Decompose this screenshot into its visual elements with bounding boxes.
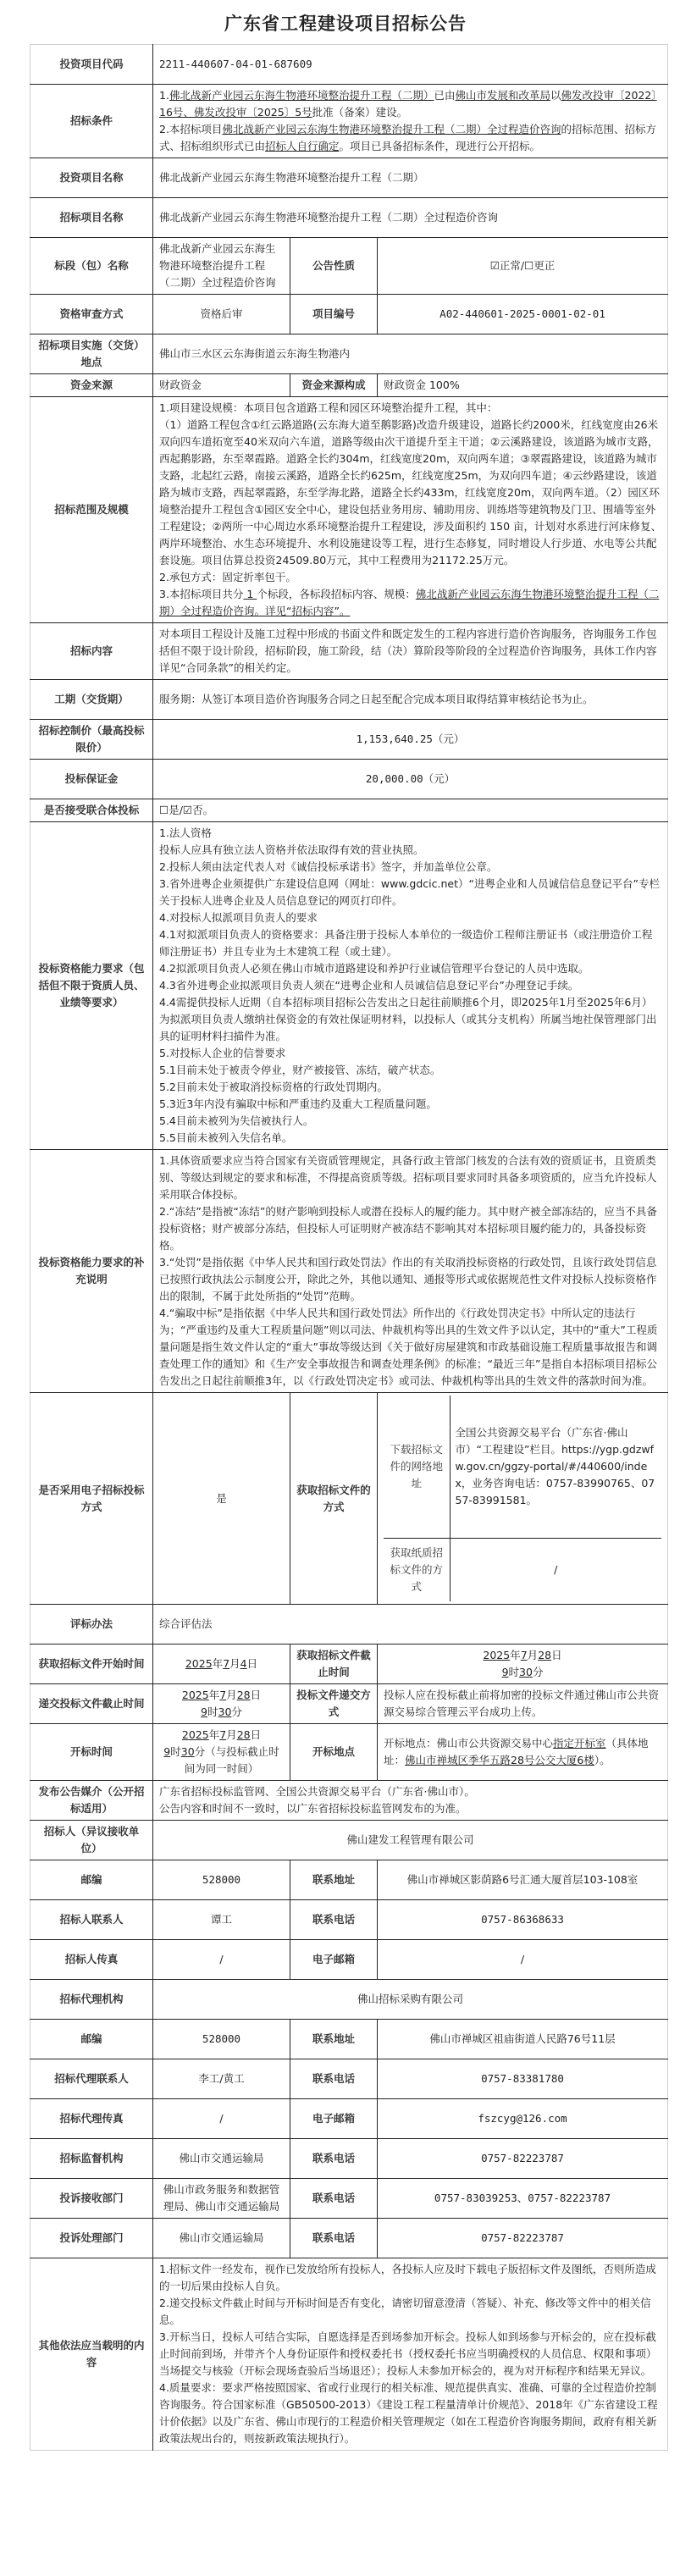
doc-end-minute: 30	[519, 1666, 533, 1678]
row-control-price	[30, 720, 668, 760]
agency-postal-label: 邮编	[30, 2020, 153, 2059]
requirements-value	[153, 822, 668, 1150]
complaint-handle-phone-label: 联系电话	[290, 2219, 378, 2258]
agency-phone-value: 0757-83381780	[378, 2059, 668, 2099]
section-value: 佛北战新产业园云东海生物港环境整治提升工程（二期）全过程造价咨询	[153, 238, 290, 295]
location-label: 招标项目实施（交货）地点	[30, 334, 153, 374]
deposit-label: 投标保证金	[30, 760, 153, 799]
other-item: 3.开标当日，投标人可结合实际，自愿选择是否到场参加开标会。投标人如到场参与开标会的，应在投标截止时间前到场，并带齐个人身份证原件和授权委托书（授权委托书应当明确授权的人员信息、权限和事项）当场提交与核验（开标会现场查验后当场退还）；投标人未参加开标会的，视为对开标程序和结果无异议。	[159, 2330, 657, 2377]
content-value: 对本项目工程设计及施工过程中形成的书面文件和既定发生的工程内容进行造价咨询服务，咨询服务工作包括但不限于设计阶段，招标阶段，施工阶段，结（决）算阶段等阶段的全过程造价咨询服务，具体工作内容详见“合同条款”的相关约定。	[153, 623, 668, 680]
media-line-1: 广东省招标投标监管网、全国公共资源交易平台（广东省·佛山市）。	[159, 1785, 475, 1798]
row-investment-name	[30, 158, 668, 198]
row-location	[30, 334, 668, 374]
requirement-item: 5.5目前未被列入失信名单。	[159, 1131, 293, 1144]
supervisor-value: 佛山市交通运输局	[153, 2139, 290, 2179]
notice-nature-value: ☑正常/☐更正	[378, 238, 668, 295]
opening-note: （与投标截止时间为同一时间）	[184, 1745, 279, 1775]
conditions-p2-mid: 的招标范围、招标方式、招标组织形式已由	[159, 123, 656, 152]
tenderer-fax-label: 招标人传真	[30, 1940, 153, 1980]
consortium-value: ☐是/☑否。	[153, 799, 668, 822]
complaint-receive-value: 佛山市政务服务和数据管理局、佛山市交通运输局	[153, 2179, 290, 2219]
supplement-item: 1.具体资质要求应当符合国家有关资质管理规定，具备行政主管部门核发的合法有效的资质证书，且资质类别、等级达到规定的要求和标准，不得提高资质等级。招标项目要求同时具备多项资质的，应当允许投标人采用联合体投标。	[159, 1154, 657, 1201]
agency-fax-value: /	[153, 2099, 290, 2139]
requirement-item: 5.1目前未处于被责令停业，财产被接管、冻结，破产状态。	[159, 1064, 441, 1076]
tender-name-label: 招标项目名称	[30, 198, 153, 238]
other-value	[153, 2258, 668, 2451]
tenderer-email-label: 电子邮箱	[290, 1940, 378, 1980]
supervisor-phone-label: 联系电话	[290, 2139, 378, 2179]
tenderer-fax-value: /	[153, 1940, 290, 1980]
evaluation-value: 综合评估法	[153, 1605, 668, 1645]
requirement-item: 4.4需提供投标人近期（自本招标项目招标公告发出之日起往前顺推6个月，即2025年1月至2025年6月）为拟派项目负责人缴纳社保资金的有效社保证明材料，以投标人（或其分支机构）所属当地社保管理部门出具的证明材料扫描件为准。	[159, 996, 657, 1042]
submit-year: 2025	[181, 1689, 209, 1701]
opening-place-address: 佛山市禅城区季华五路28号公交大厦6楼	[405, 1754, 594, 1766]
row-tenderer-contact	[30, 1900, 668, 1940]
doc-end-value: 2025年7月28日 9时30分	[378, 1645, 668, 1684]
submit-value: 2025年7月28日 9时30分	[153, 1684, 290, 1724]
complaint-handle-value: 佛山市交通运输局	[153, 2219, 290, 2258]
supervisor-label: 招标监督机构	[30, 2139, 153, 2179]
requirements-label: 投标资格能力要求（包括但不限于资质人员、业绩等要求）	[30, 822, 153, 1150]
conditions-p1-authority: 佛山市发展和改革局	[455, 89, 550, 102]
agency-address-label: 联系地址	[290, 2020, 378, 2059]
submit-hour: 9	[201, 1705, 207, 1718]
requirement-item: 5.对投标人企业的信誉要求	[159, 1047, 286, 1059]
opening-place-value	[378, 1724, 668, 1781]
tenderer-value: 佛山建发工程管理有限公司	[153, 1821, 668, 1860]
investment-name-label: 投资项目名称	[30, 158, 153, 198]
paper-method-value: /	[450, 1539, 661, 1602]
agency-email-value[interactable]: fszcyg@126.com	[378, 2099, 668, 2139]
row-tenderer-postal	[30, 1860, 668, 1900]
download-address-link[interactable]: 全国公共资源交易平台（广东省·佛山市）“工程建设”栏目。https://ygp.gdzwfw.gov.cn/ggzy-portal/#/440600/index，业务咨询电话：0757-83990765、0757-83991581。	[455, 1426, 655, 1506]
opening-place-suffix: ）。	[594, 1754, 611, 1766]
row-other	[30, 2258, 668, 2451]
tenderer-phone-label: 联系电话	[290, 1900, 378, 1940]
funding-label: 资金来源	[30, 374, 153, 397]
doc-start-label: 获取招标文件开始时间	[30, 1645, 153, 1684]
row-doc-time	[30, 1645, 668, 1684]
qualification-value: 资格后审	[153, 295, 290, 334]
agency-contact-value: 李工/黄工	[153, 2059, 290, 2099]
opening-place-label: 开标地点	[290, 1724, 378, 1781]
requirement-item: 1.法人资格	[159, 826, 212, 839]
doc-start-value: 2025年7月4日	[153, 1645, 290, 1684]
evaluation-label: 评标办法	[30, 1605, 153, 1645]
section-label: 标段（包）名称	[30, 238, 153, 295]
paper-method-label: 获取纸质招标文件的方式	[390, 1546, 443, 1593]
requirement-item: 2.投标人须由法定代表人对《诚信投标承诺书》签字，并加盖单位公章。	[159, 860, 498, 873]
complaint-handle-label: 投诉处理部门	[30, 2219, 153, 2258]
submit-day: 28	[236, 1689, 251, 1701]
notice-nature-label: 公告性质	[290, 238, 378, 295]
row-qualification	[30, 295, 668, 334]
requirement-item: 5.4目前未被列为失信被执行人。	[159, 1114, 314, 1127]
opening-label: 开标时间	[30, 1724, 153, 1781]
doc-start-day: 4	[240, 1657, 247, 1670]
requirement-item: 投标人应具有独立法人资格并依法取得有效的营业执照。	[159, 843, 424, 856]
content-label: 招标内容	[30, 623, 153, 680]
opening-place-prefix: 开标地点：佛山市公共资源交易中心	[384, 1737, 554, 1750]
row-consortium	[30, 799, 668, 822]
doc-end-label: 获取招标文件截止时间	[290, 1645, 378, 1684]
complaint-receive-phone-label: 联系电话	[290, 2179, 378, 2219]
other-item: 4.质量要求：要求严格按照国家、省或行业现行的相关标准、规范提供真实、准确、可靠的全过程造价控制咨询服务。符合国家标准（GB50500-2013）《建设工程工程量清单计价规范》、2018年《广东省建设工程计价依据》以及广东省、佛山市现行的工程造价相关管理规定（如在工程造价咨询服务期间，政府有相关新政策法规出台的，则按新政策法规执行）。	[159, 2381, 658, 2445]
agency-postal-value: 528000	[153, 2020, 290, 2059]
download-row	[384, 1396, 661, 1539]
tenderer-contact-label: 招标人联系人	[30, 1900, 153, 1940]
row-evaluation	[30, 1605, 668, 1645]
submit-minute: 30	[218, 1705, 232, 1718]
submit-method-value: 投标人应在投标截止前将加密的投标文件通过佛山市公共资源交易综合管理云平台成功上传。	[378, 1684, 668, 1724]
row-complaint-receive	[30, 2179, 668, 2219]
scope-paragraph: 2.承包方式：固定折率包干。	[159, 571, 296, 583]
requirement-item: 5.2目前未处于被取消投标资格的行政处罚期内。	[159, 1081, 388, 1093]
complaint-receive-phone-value: 0757-83039253、0757-82223787	[378, 2179, 668, 2219]
row-submit	[30, 1684, 668, 1724]
opening-year: 2025	[181, 1728, 209, 1741]
tenderer-email-value: /	[378, 1940, 668, 1980]
project-number-value: A02-440601-2025-0001-02-01	[378, 295, 668, 334]
control-price-value: 1,153,640.25（元）	[153, 720, 668, 760]
row-duration	[30, 680, 668, 720]
supervisor-phone-value: 0757-82223787	[378, 2139, 668, 2179]
tender-name-value: 佛北战新产业园云东海生物港环境整治提升工程（二期）全过程造价咨询	[153, 198, 668, 238]
supplement-value	[153, 1150, 668, 1393]
row-opening	[30, 1724, 668, 1781]
project-code-value: 2211-440607-04-01-687609	[153, 45, 668, 85]
opening-value: 2025年7月28日 9时30分（与投标截止时间为同一时间）	[153, 1724, 290, 1781]
download-address-label: 下载招标文件的网络地址	[384, 1396, 450, 1539]
agency-fax-label: 招标代理传真	[30, 2099, 153, 2139]
conditions-p2-suffix: 。项目已具备招标条件，现进行公开招标。	[339, 140, 541, 152]
requirement-item: 5.3近3年内没有骗取中标和严重违约及重大工程质量问题。	[159, 1097, 437, 1110]
agency-email-label: 电子邮箱	[290, 2099, 378, 2139]
tenderer-label: 招标人（异议接收单位）	[30, 1821, 153, 1860]
row-tender-name	[30, 198, 668, 238]
conditions-label: 招标条件	[30, 85, 153, 158]
scope-p3-mid: 个标段，各标段招标内容、规模：	[257, 588, 416, 600]
tenderer-contact-value: 谭工	[153, 1900, 290, 1940]
scope-paragraph: 1.项目建设规模：本项目包含道路工程和园区环境整治提升工程，其中：	[159, 401, 498, 414]
agency-label: 招标代理机构	[30, 1980, 153, 2020]
requirement-item: 4.2拟派项目负责人必须在佛山市城市道路建设和养护行业诚信管理平台登记的人员中选取。	[159, 962, 589, 975]
conditions-p2-decider: 招标人自行确定	[265, 140, 340, 152]
deposit-value: 20,000.00（元）	[153, 760, 668, 799]
opening-day: 28	[236, 1728, 251, 1741]
row-conditions	[30, 85, 668, 158]
scope-p3-detail: 佛北战新产业园云东海生物港环境整治提升工程（二期）全过程造价咨询。详见“招标内容”。	[159, 588, 660, 617]
agency-contact-label: 招标代理联系人	[30, 2059, 153, 2099]
announcement-table	[30, 44, 668, 2451]
conditions-p1-mid: 已由	[434, 89, 456, 102]
conditions-paragraph-1	[159, 87, 661, 121]
other-item: 1.招标文件一经发布，视作已发放给所有投标人，各投标人应及时下载电子版招标文件及图纸，否则所造成的一切后果由投标人自负。	[159, 2263, 656, 2292]
scope-section-count: 1	[243, 588, 257, 600]
doc-end-year: 2025	[483, 1649, 511, 1661]
row-agency-postal	[30, 2020, 668, 2059]
electronic-value: 是	[153, 1393, 290, 1605]
tenderer-address-value: 佛山市禅城区影荫路6号汇通大厦首层103-108室	[378, 1860, 668, 1900]
requirement-item: 4.3省外进粤企业拟派项目负责人须在“进粤企业和人员诚信信息登记平台”办理登记手续。	[159, 979, 579, 992]
paper-row	[384, 1539, 661, 1602]
consortium-label: 是否接受联合体投标	[30, 799, 153, 822]
conditions-p1-suffix: 批准（备案）建设。	[312, 106, 408, 119]
opening-month: 7	[219, 1728, 227, 1741]
obtain-method-table	[384, 1396, 661, 1601]
row-electronic	[30, 1393, 668, 1605]
submit-month: 7	[219, 1689, 227, 1701]
scope-value	[153, 397, 668, 623]
tenderer-address-label: 联系地址	[290, 1860, 378, 1900]
conditions-value	[153, 85, 668, 158]
doc-end-hour: 9	[501, 1666, 509, 1678]
agency-value: 佛山招标采购有限公司	[153, 1980, 668, 2020]
opening-hour: 9	[163, 1745, 171, 1758]
complaint-receive-label: 投诉接收部门	[30, 2179, 153, 2219]
conditions-paragraph-2	[159, 121, 661, 155]
other-item: 2.递交投标文件截止时间与开标时间是否有变化，请密切留意澄清（答疑）、补充、修改等文件中的相关信息。	[159, 2297, 651, 2326]
supplement-item: 2.“冻结”是指被“冻结”的财产影响到投标人或潜在投标人的履约能力。其中财产被全部冻结的，应当不具备投标资格；财产被部分冻结，但投标人可证明财产被冻结不影响其对本招标项目履约能力的，具备投标资格。	[159, 1205, 657, 1252]
requirement-item: 4.对投标人拟派项目负责人的要求	[159, 911, 318, 924]
duration-value: 服务期：从签订本项目造价咨询服务合同之日起至配合完成本项目取得结算审核结论书为止。	[153, 680, 668, 720]
requirement-item: 4.1对拟派项目负责人的资格要求：具备注册于投标人本单位的一级造价工程师注册证书（或注册造价工程师注册证书）并且专业为土木建筑工程（或土建）。	[159, 928, 653, 958]
supplement-item: 4.“骗取中标”是指依据《中华人民共和国行政处罚法》所作出的《行政处罚决定书》中所认定的违法行为；“严重违约及重大工程质量问题”则以司法、仲裁机构等出具的生效文件予以认定，其中的“重大”工程质量问题是指生效文件认定的“重大”事故等级达到《关于做好房屋建筑和市政基础设施工程质量事故报告和调查处理工作的通知》和《生产安全事故报告和调查处理条例》的标准；“最近三年”是指自本招标项目招标公告发出之日起往前顺推3年，以《行政处罚决定书》或司法、仲裁机构等出具的生效文件的落款时间为准。	[159, 1307, 658, 1387]
funding-value: 财政资金	[153, 374, 290, 397]
page-title: 广东省工程建设项目招标公告	[224, 14, 467, 34]
download-address-value[interactable]	[450, 1396, 661, 1539]
conditions-p1-prefix: 1.	[159, 89, 169, 102]
media-value	[153, 1781, 668, 1821]
tenderer-phone-value: 0757-86368633	[378, 1900, 668, 1940]
submit-method-label: 投标文件递交方式	[290, 1684, 378, 1724]
funding-structure-label: 资金来源构成	[290, 374, 378, 397]
doc-start-year: 2025	[185, 1657, 213, 1670]
opening-place-room: 指定开标室	[553, 1737, 606, 1750]
submit-label: 递交投标文件截止时间	[30, 1684, 153, 1724]
control-price-label: 招标控制价（最高投标限价）	[30, 720, 153, 760]
row-requirements	[30, 822, 668, 1150]
supplement-item: 3.“处罚”是指依据《中华人民共和国行政处罚法》作出的有关取消投标资格的行政处罚，且该行政处罚信息已按照行政执法公示制度公开，除此之外，其他以通知、通报等形式或依据规范性文件对投标人投标资格作出的限制，不属于此处所指的“处罚”范畴。	[159, 1256, 657, 1302]
doc-end-day: 28	[538, 1649, 552, 1661]
supplement-label: 投标资格能力要求的补充说明	[30, 1150, 153, 1393]
row-tenderer-fax	[30, 1940, 668, 1980]
row-agency	[30, 1980, 668, 2020]
row-deposit	[30, 760, 668, 799]
doc-start-month: 7	[223, 1657, 230, 1670]
agency-address-value: 佛山市禅城区祖庙街道人民路76号11层	[378, 2020, 668, 2059]
conditions-p1-mid2: 以	[550, 89, 561, 102]
doc-end-month: 7	[520, 1649, 528, 1661]
project-number-label: 项目编号	[290, 295, 378, 334]
media-line-2: 公告内容和时间不一致时，以广东省招标投标监管网发布的为准。	[159, 1802, 467, 1815]
scope-paragraph-3	[159, 586, 661, 620]
row-tenderer	[30, 1821, 668, 1860]
row-complaint-handle	[30, 2219, 668, 2258]
row-agency-contact	[30, 2059, 668, 2099]
requirement-item: 3.省外进粤企业须提供广东建设信息网（网址：www.gdcic.net）“进粤企业和人员诚信信息登记平台”专栏关于投标人进粤企业及人员信息登记的网页打印件。	[159, 877, 660, 907]
scope-p3-prefix: 3.本招标项目共分	[159, 588, 244, 600]
obtain-method-label: 获取招标文件的方式	[290, 1393, 378, 1605]
tenderer-postal-value: 528000	[153, 1860, 290, 1900]
conditions-p1-docs: 佛发改投审〔2022〕16号、佛发改投审〔2025〕5号	[159, 89, 657, 119]
other-label: 其他依法应当载明的内容	[38, 2339, 145, 2369]
row-supplement	[30, 1150, 668, 1393]
obtain-method-detail	[378, 1393, 668, 1605]
row-supervisor	[30, 2139, 668, 2179]
location-value: 佛山市三水区云东海街道云东海生物港内	[153, 334, 668, 374]
opening-minute: 30	[180, 1745, 195, 1758]
funding-structure-value: 财政资金 100%	[378, 374, 668, 397]
media-label: 发布公告媒介（公开招标适用）	[30, 1781, 153, 1821]
qualification-label: 资格审查方式	[30, 295, 153, 334]
conditions-p2-project: 佛北战新产业园云东海生物港环境整治提升工程（二期）全过程造价咨询	[222, 123, 561, 135]
duration-label: 工期（交货期）	[30, 680, 153, 720]
agency-phone-label: 联系电话	[290, 2059, 378, 2099]
tenderer-postal-label: 邮编	[30, 1860, 153, 1900]
opening-place-mid: （具体地址：	[384, 1737, 649, 1766]
row-funding	[30, 374, 668, 397]
project-code-label: 投资项目代码	[30, 45, 153, 85]
electronic-label: 是否采用电子招标投标方式	[30, 1393, 153, 1605]
row-media	[30, 1781, 668, 1821]
complaint-handle-phone-value: 0757-82223787	[378, 2219, 668, 2258]
row-project-code	[30, 45, 668, 85]
investment-name-value: 佛北战新产业园云东海生物港环境整治提升工程（二期）	[153, 158, 668, 198]
row-content	[30, 623, 668, 680]
row-scope	[30, 397, 668, 623]
scope-paragraph: （1）道路工程包含①红云路道路(云东海大道至鹅影路)改造升级建设，道路长约2000米，红线宽度由26米双向四车道拓宽至40米双向六车道，道路等级由次干道提升至主干道；②云溪路建设，该道路为城市支路，西起鹅影路，东至翠霞路。道路全长约304m，红线宽度20m，双向两车道；③翠霞路建设，该道路为城市支路，北起红云路，南接云溪路，道路全长约625m，红线宽度25m，为双向四车道；④云纱路建设，该道路为城市支路，西起翠霞路，东至学海北路，道路全长约433m，红线宽度20m，双向两车道。（2）园区环境整治提升工程包含①园区安全中心，建设包括业务用房、辅助用房、训练塔等建筑物及门卫、围墙等室外工程建设；②两所一中心周边水系环境整治提升工程建设，涉及面积约 150 亩，计划对水系进行河床修复、两岸环境整治、水生态环境提升、水利设施建设等工程，进行生态修复，同时增设人行步道、水电等公共配套设施。项目估算总投资24509.80万元，其中工程费用为21172.25万元。	[159, 418, 662, 567]
conditions-p1-project: 佛北战新产业园云东海生物港环境整治提升工程（二期）	[169, 89, 434, 102]
row-agency-fax	[30, 2099, 668, 2139]
conditions-p2-prefix: 2.本招标项目	[159, 123, 223, 135]
row-section	[30, 238, 668, 295]
scope-label: 招标范围及规模	[30, 397, 153, 623]
